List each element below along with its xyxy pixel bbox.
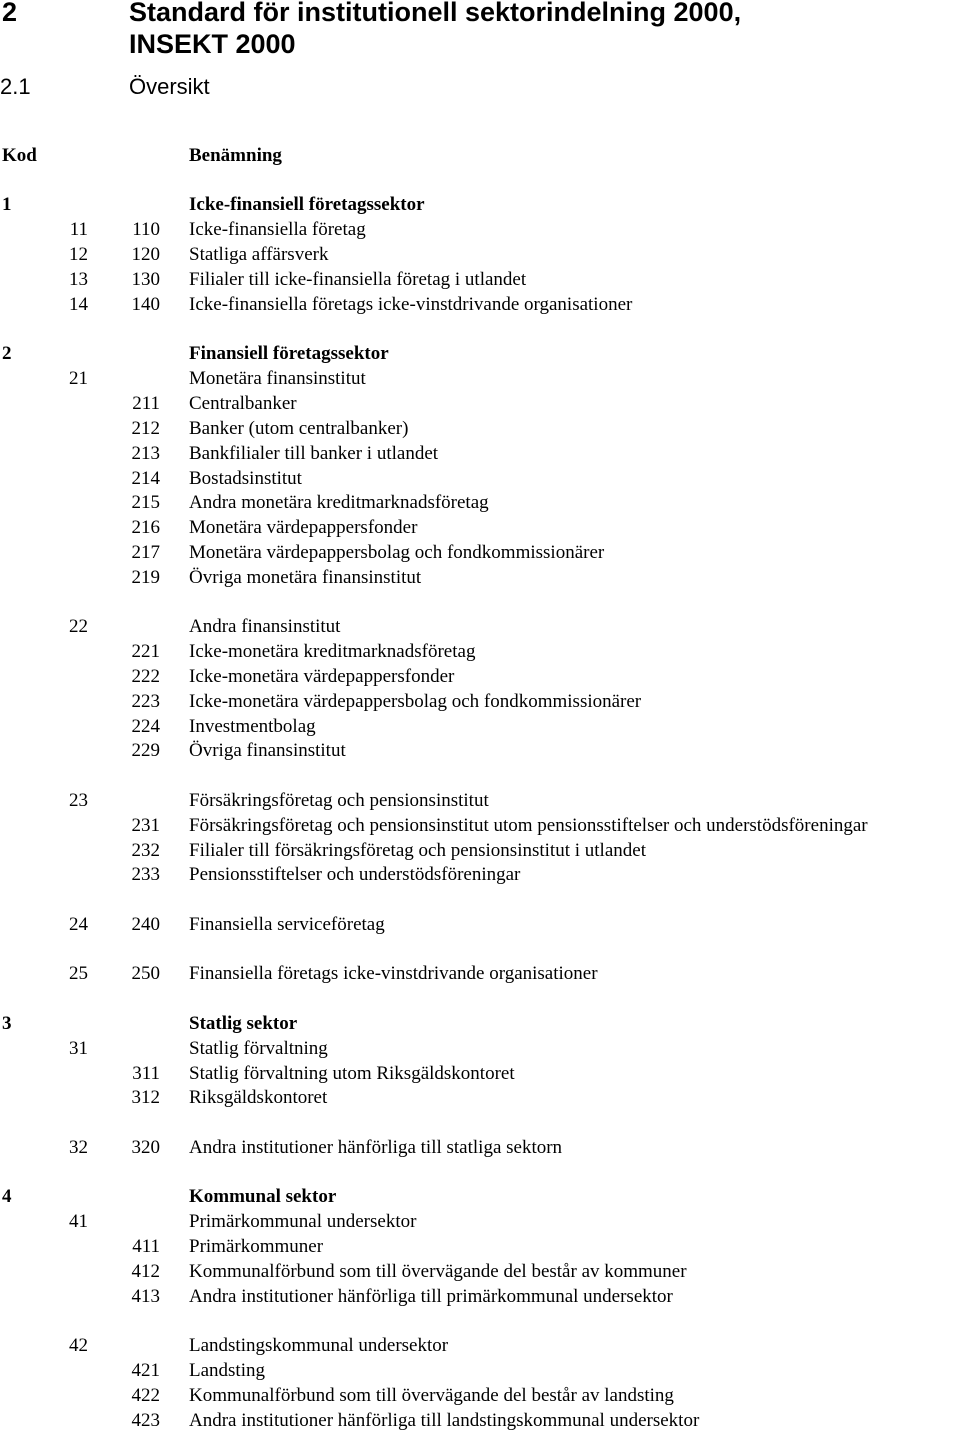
row-label: Statlig förvaltning utom Riksgäldskontoret xyxy=(189,1063,515,1084)
subsector-code: 23 xyxy=(69,790,88,811)
table-row xyxy=(0,1234,960,1259)
detail-code: 221 xyxy=(131,641,160,662)
detail-code: 320 xyxy=(131,1137,160,1158)
detail-code: 211 xyxy=(132,393,160,414)
table-row xyxy=(0,689,960,714)
table-row xyxy=(0,1184,960,1209)
row-label: Bostadsinstitut xyxy=(189,468,302,489)
row-label: Landsting xyxy=(189,1360,265,1381)
detail-code: 423 xyxy=(131,1410,160,1431)
detail-code: 240 xyxy=(131,914,160,935)
detail-code: 229 xyxy=(131,740,160,761)
row-label: Andra finansinstitut xyxy=(189,616,341,637)
table-row xyxy=(0,1061,960,1086)
row-label: Försäkringsföretag och pensionsinstitut xyxy=(189,790,489,811)
subsector-code: 11 xyxy=(69,219,88,240)
table-row xyxy=(0,1383,960,1408)
table-row xyxy=(0,1135,960,1160)
table-row xyxy=(0,664,960,689)
row-label: Statlig sektor xyxy=(189,1013,298,1034)
table-header xyxy=(0,143,960,168)
row-label: Andra monetära kreditmarknadsföretag xyxy=(189,492,489,513)
detail-code: 411 xyxy=(132,1236,160,1257)
detail-code: 213 xyxy=(131,443,160,464)
detail-code: 110 xyxy=(132,219,160,240)
detail-code: 140 xyxy=(131,294,160,315)
table-row xyxy=(0,813,960,838)
table-row xyxy=(0,192,960,217)
row-label: Försäkringsföretag och pensionsinstitut utom pensionsstiftelser och understödsföreningar xyxy=(189,815,868,836)
subsector-code: 13 xyxy=(69,269,88,290)
table-row xyxy=(0,714,960,739)
sector-code: 4 xyxy=(2,1186,12,1207)
table-row xyxy=(0,961,960,986)
table-row xyxy=(0,1358,960,1383)
row-label: Andra institutioner hänförliga till statliga sektorn xyxy=(189,1137,563,1158)
table-row xyxy=(0,788,960,813)
row-label: Övriga monetära finansinstitut xyxy=(189,567,422,588)
detail-code: 120 xyxy=(131,244,160,265)
table-row xyxy=(0,838,960,863)
table-row xyxy=(0,1259,960,1284)
row-label: Bankfilialer till banker i utlandet xyxy=(189,443,439,464)
table-row xyxy=(0,292,960,317)
row-label: Kommunalförbund som till övervägande del består av landsting xyxy=(189,1385,674,1406)
row-label: Finansiell företagssektor xyxy=(189,343,389,364)
detail-code: 311 xyxy=(132,1063,160,1084)
table-row xyxy=(0,565,960,590)
detail-code: 222 xyxy=(131,666,160,687)
subsector-code: 42 xyxy=(69,1335,88,1356)
table-row xyxy=(0,441,960,466)
table-row xyxy=(0,1408,960,1433)
section-number: 2 xyxy=(2,0,18,27)
detail-code: 421 xyxy=(131,1360,160,1381)
row-label: Andra institutioner hänförliga till primärkommunal undersektor xyxy=(189,1286,673,1307)
detail-code: 223 xyxy=(131,691,160,712)
table-row xyxy=(0,540,960,565)
subsector-code: 24 xyxy=(69,914,88,935)
row-label: Icke-monetära värdepappersfonder xyxy=(189,666,455,687)
detail-code: 312 xyxy=(131,1087,160,1108)
detail-code: 217 xyxy=(131,542,160,563)
table-row xyxy=(0,341,960,366)
sector-code: 1 xyxy=(2,194,12,215)
detail-code: 212 xyxy=(131,418,160,439)
row-label: Övriga finansinstitut xyxy=(189,740,346,761)
table-row xyxy=(0,242,960,267)
table-row xyxy=(0,267,960,292)
header-benamning: Benämning xyxy=(189,145,282,166)
header-kod: Kod xyxy=(2,145,37,166)
row-label: Centralbanker xyxy=(189,393,297,414)
subsector-code: 25 xyxy=(69,963,88,984)
row-label: Kommunalförbund som till övervägande del består av kommuner xyxy=(189,1261,687,1282)
section-title xyxy=(129,0,929,60)
table-row xyxy=(0,738,960,763)
section-title-line-1: Standard för institutionell sektorindelning 2000, xyxy=(129,0,742,27)
table-row xyxy=(0,912,960,937)
table-row xyxy=(0,217,960,242)
row-label: Landstingskommunal undersektor xyxy=(189,1335,449,1356)
row-label: Kommunal sektor xyxy=(189,1186,337,1207)
row-label: Filialer till försäkringsföretag och pensionsinstitut i utlandet xyxy=(189,840,646,861)
row-label: Pensionsstiftelser och understödsföreningar xyxy=(189,864,521,885)
subsection-number: 2.1 xyxy=(0,74,31,99)
row-label: Primärkommunal undersektor xyxy=(189,1211,417,1232)
subsector-code: 22 xyxy=(69,616,88,637)
row-label: Finansiella serviceföretag xyxy=(189,914,385,935)
row-label: Icke-finansiell företagssektor xyxy=(189,194,425,215)
detail-code: 232 xyxy=(131,840,160,861)
table-row xyxy=(0,1209,960,1234)
table-row xyxy=(0,1011,960,1036)
detail-code: 412 xyxy=(131,1261,160,1282)
detail-code: 219 xyxy=(131,567,160,588)
subsector-code: 12 xyxy=(69,244,88,265)
subsector-code: 31 xyxy=(69,1038,88,1059)
row-label: Statlig förvaltning xyxy=(189,1038,328,1059)
row-label: Monetära värdepappersfonder xyxy=(189,517,418,538)
table-row xyxy=(0,366,960,391)
sector-code: 3 xyxy=(2,1013,12,1034)
row-label: Primärkommuner xyxy=(189,1236,324,1257)
section-title-line-2: INSEKT 2000 xyxy=(129,29,296,59)
row-label: Monetära värdepappersbolag och fondkommissionärer xyxy=(189,542,605,563)
table-row xyxy=(0,639,960,664)
subsector-code: 41 xyxy=(69,1211,88,1232)
row-label: Riksgäldskontoret xyxy=(189,1087,328,1108)
table-row xyxy=(0,1333,960,1358)
row-label: Icke-monetära värdepappersbolag och fondkommissionärer xyxy=(189,691,642,712)
detail-code: 233 xyxy=(131,864,160,885)
detail-code: 250 xyxy=(131,963,160,984)
table-row xyxy=(0,515,960,540)
detail-code: 231 xyxy=(131,815,160,836)
row-label: Statliga affärsverk xyxy=(189,244,329,265)
row-label: Icke-finansiella företag xyxy=(189,219,366,240)
row-label: Icke-finansiella företags icke-vinstdrivande organisationer xyxy=(189,294,633,315)
row-label: Monetära finansinstitut xyxy=(189,368,366,389)
detail-code: 214 xyxy=(131,468,160,489)
row-label: Andra institutioner hänförliga till landstingskommunal undersektor xyxy=(189,1410,700,1431)
detail-code: 130 xyxy=(131,269,160,290)
detail-code: 224 xyxy=(131,716,160,737)
table-row xyxy=(0,862,960,887)
detail-code: 216 xyxy=(131,517,160,538)
sector-code: 2 xyxy=(2,343,12,364)
table-row xyxy=(0,466,960,491)
row-label: Investmentbolag xyxy=(189,716,316,737)
table-row xyxy=(0,1036,960,1061)
detail-code: 413 xyxy=(131,1286,160,1307)
table-row xyxy=(0,416,960,441)
table-row xyxy=(0,1085,960,1110)
detail-code: 422 xyxy=(131,1385,160,1406)
row-label: Icke-monetära kreditmarknadsföretag xyxy=(189,641,476,662)
subsector-code: 21 xyxy=(69,368,88,389)
row-label: Finansiella företags icke-vinstdrivande organisationer xyxy=(189,963,598,984)
row-label: Filialer till icke-finansiella företag i utlandet xyxy=(189,269,527,290)
table-row xyxy=(0,490,960,515)
detail-code: 215 xyxy=(131,492,160,513)
subsector-code: 14 xyxy=(69,294,88,315)
table-row xyxy=(0,614,960,639)
subsection-title: Översikt xyxy=(129,74,210,99)
subsector-code: 32 xyxy=(69,1137,88,1158)
row-label: Banker (utom centralbanker) xyxy=(189,418,409,439)
table-row xyxy=(0,391,960,416)
table-row xyxy=(0,1284,960,1309)
